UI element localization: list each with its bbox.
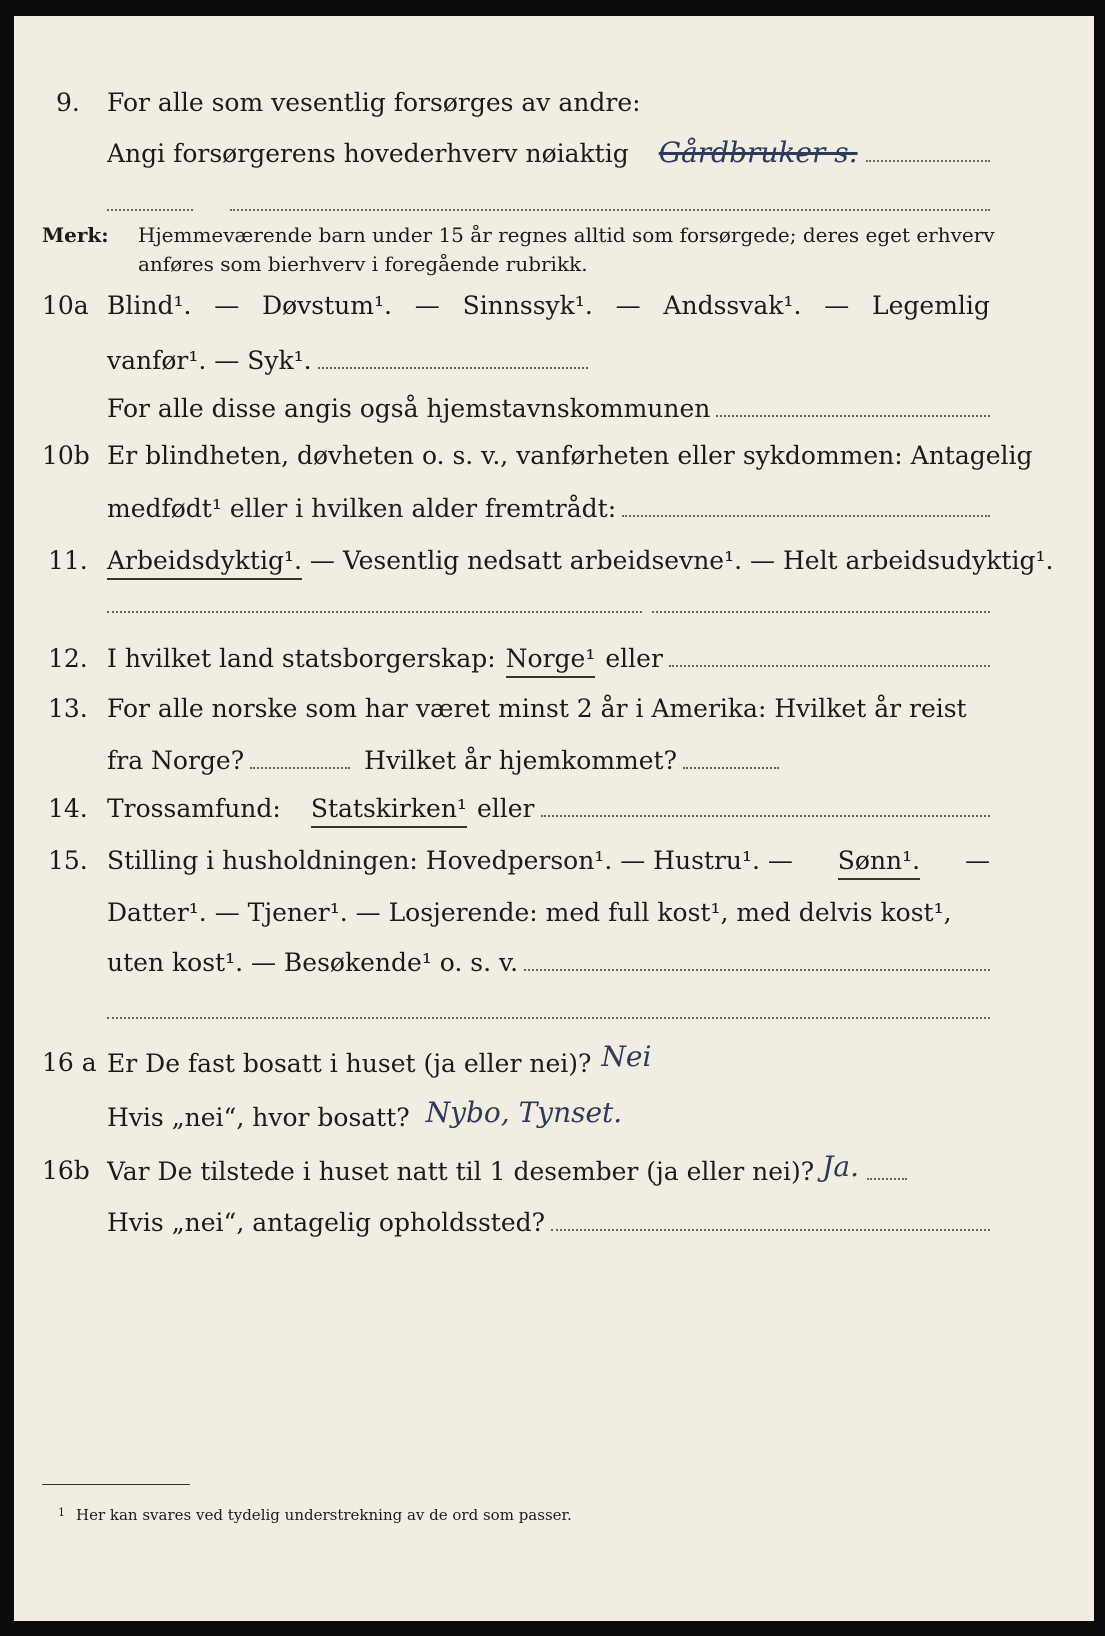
q16a-answer-2: Nybo, Tynset.	[425, 1096, 623, 1129]
q9-number: 9.	[56, 88, 80, 117]
q15-answer-line	[524, 968, 990, 971]
q16a-number: 16 a	[42, 1048, 97, 1077]
q16a-answer-1: Nei	[601, 1040, 652, 1073]
q14-eller: eller	[476, 794, 535, 823]
q12-opt-norge: Norge¹	[506, 644, 596, 678]
q12-answer-line	[669, 664, 990, 667]
q13-hjem-label: Hvilket år hjemkommet?	[364, 746, 678, 775]
q11-rest: — Vesentlig nedsatt arbeidsevne¹. — Helt arbeidsudyktig¹.	[309, 546, 1054, 575]
q10a-number: 10a	[42, 291, 89, 320]
q16b-number: 16b	[42, 1156, 90, 1185]
q15-opt-sonn: Sønn¹.	[838, 846, 920, 880]
footnote-text: Her kan svares ved tydelig understrekning av de ord som passer.	[76, 1506, 572, 1524]
q16a-text-1: Er De fast bosatt i huset (ja eller nei)?	[107, 1049, 592, 1078]
merk-text-1: Hjemmeværende barn under 15 år regnes alltid som forsørgede; deres eget erhverv	[138, 223, 995, 247]
q15-text-1: Stilling i husholdningen: Hovedperson¹. — Hustru¹. —	[107, 846, 793, 875]
q9-text: For alle som vesentlig forsørges av andre:	[107, 88, 641, 117]
q15-text-3: uten kost¹. — Besøkende¹ o. s. v.	[107, 948, 519, 977]
q13-text-1: For alle norske som har været minst 2 år i Amerika: Hvilket år reist	[107, 694, 967, 723]
q13-reist-line	[250, 766, 350, 769]
q11-opt-arbeidsdyktig: Arbeidsdyktig¹.	[107, 546, 302, 580]
dash: —	[824, 291, 850, 320]
q10b-number: 10b	[42, 441, 90, 470]
q15-number: 15.	[48, 846, 88, 875]
q16a-text-2: Hvis „nei“, hvor bosatt?	[107, 1103, 410, 1132]
q16b-answer-line	[867, 1177, 907, 1180]
dash: —	[414, 291, 440, 320]
q9-answer: Gårdbruker s.	[658, 136, 858, 169]
q13-number: 13.	[48, 694, 88, 723]
q15-text-2: Datter¹. — Tjener¹. — Losjerende: med full kost¹, med delvis kost¹,	[107, 898, 952, 927]
dash: —	[214, 291, 240, 320]
footnote-mark: 1	[58, 1506, 65, 1519]
dash: —	[965, 846, 990, 875]
q10a-syk-line	[318, 366, 588, 369]
q10a-opt-dovstum: Døvstum¹.	[262, 291, 392, 320]
q14-answer-line	[541, 814, 991, 817]
q9-extra-line-b	[230, 208, 990, 211]
q10a-hjemstavn-line	[716, 414, 990, 417]
q10a-text-2: vanfør¹. — Syk¹.	[107, 346, 312, 375]
q14-text: Trossamfund:	[107, 794, 281, 823]
q16b-oppholdssted-line	[551, 1228, 990, 1231]
q9-label: Angi forsørgerens hovederhverv nøiaktig	[107, 139, 629, 168]
q11-number: 11.	[48, 546, 88, 575]
census-form-page	[14, 16, 1094, 1621]
q10a-opt-andssvak: Andssvak¹.	[663, 291, 802, 320]
q10a-text-3: For alle disse angis også hjemstavnskommunen	[107, 394, 711, 423]
q10a-opt-legemlig: Legemlig	[872, 291, 990, 320]
q12-eller: eller	[605, 644, 663, 673]
merk-label: Merk:	[42, 223, 109, 247]
q10b-text-1: Er blindheten, døvheten o. s. v., vanførheten eller sykdommen: Antagelig	[107, 441, 1033, 470]
q13-hjem-line	[683, 766, 779, 769]
q14-number: 14.	[48, 794, 88, 823]
dash: —	[615, 291, 641, 320]
q9-answer-line	[866, 159, 990, 162]
q9-extra-line-a	[107, 208, 193, 211]
q11-extra-line-a	[107, 610, 642, 613]
q15-extra-line	[107, 1016, 990, 1019]
q16b-text-2: Hvis „nei“, antagelig opholdssted?	[107, 1208, 546, 1237]
q10a-opt-blind: Blind¹.	[107, 291, 192, 320]
footnote-rule	[42, 1484, 190, 1485]
q12-text: I hvilket land statsborgerskap:	[107, 644, 496, 673]
q16b-answer-1: Ja.	[822, 1150, 859, 1183]
q10b-text-2: medfødt¹ eller i hvilken alder fremtrådt:	[107, 494, 617, 523]
q10a-options	[107, 291, 990, 321]
q12-number: 12.	[48, 644, 88, 673]
q16b-text-1: Var De tilstede i huset natt til 1 desember (ja eller nei)?	[107, 1157, 815, 1186]
q10a-opt-sinnssyk: Sinnssyk¹.	[462, 291, 593, 320]
q11-extra-line-b	[652, 610, 990, 613]
merk-text-2: anføres som bierhverv i foregående rubrikk.	[138, 252, 588, 276]
q13-reist-label: fra Norge?	[107, 746, 245, 775]
q10b-answer-line	[622, 514, 990, 517]
q14-opt-statskirken: Statskirken¹	[311, 794, 467, 828]
